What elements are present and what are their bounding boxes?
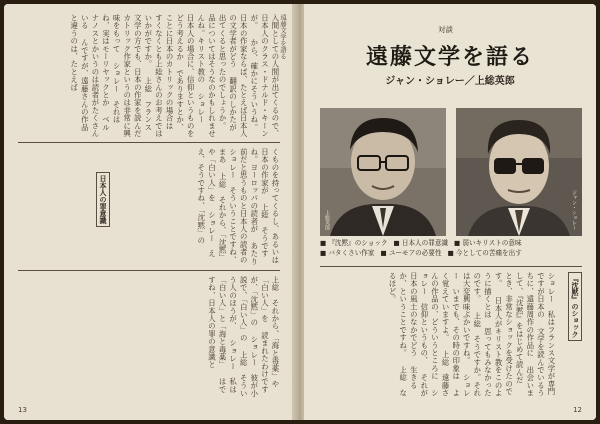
page-number: 12 (573, 406, 582, 414)
right-line: 生きるか、ということですね。 (398, 272, 419, 390)
left-line: でありますとか、ことに日本のカトリックの場合は (165, 14, 185, 132)
right-line: よく覚えていますよ。 (441, 272, 461, 397)
running-head: 遠藤文学を語る (279, 14, 287, 60)
page-number: 13 (18, 406, 27, 414)
photo-kazusa (320, 108, 446, 236)
left-line: ショレー 私は「白い人」と「海と毒薬」 (218, 276, 238, 394)
left-line: ベルナノスとかいうのは読者がたくさんいる (80, 14, 111, 138)
right-line: ショレー 私はフランス文学が専門ですが日本の (536, 272, 556, 396)
left-line: から、確かにそういうね。日本の作家ならば、たとえば日本人の文学者がどう (228, 14, 259, 138)
right-line: 上総 なるほど。 (388, 272, 408, 397)
column-divider (320, 266, 582, 267)
left-line: 上総 フランス文学の方でも、日本の作家を読んだ (133, 14, 153, 138)
magazine-spread (4, 4, 596, 420)
right-columns (320, 272, 556, 400)
title-block (320, 12, 582, 267)
left-line: 品についてはそうなのかもしれませんね。キリスト教の (196, 14, 217, 138)
left-line: はですね、日本人の罪の意識と (207, 276, 228, 394)
column-divider (18, 270, 280, 271)
photo-chollet (456, 108, 582, 236)
left-columns-middle (18, 148, 280, 266)
left-line: 上総 それから、「沈黙」や「白い人」を (207, 148, 228, 262)
photo-caption: ジャン・ショレー (571, 190, 577, 230)
left-line: ショレー そういうことですね、まあ (218, 148, 238, 264)
left-columns-top (18, 14, 280, 138)
right-page (304, 4, 596, 420)
photo-caption: 上総英郎 (324, 210, 330, 230)
left-line: 上総 そういう人のほうが、 (228, 276, 249, 398)
left-line: んですが、遠藤さんの作品と違うのは、たとえば (69, 14, 90, 132)
topic-list (320, 238, 586, 258)
topic-item: ■ 『沈黙』のショック (320, 239, 388, 247)
left-line: ショレー 日本人の場合に、信仰というものをどう考えるか (175, 14, 206, 138)
subheading-guilt: 日本人の罪意識 (96, 172, 110, 227)
portrait-illustration (456, 108, 582, 236)
subheading-shock: 『沈黙』のショック (568, 272, 582, 341)
right-line: 日本人がキリスト教をこのように描くとは (483, 272, 504, 397)
left-line: カトリック作家というのは非常に興味をもって (112, 14, 132, 138)
left-line: 上総 そうですね。ヨーロッパの読者が (249, 148, 270, 258)
article-subtitle: ジャン・ショレー／上総英郎 (385, 76, 515, 87)
left-line: ショレー ええ、そうですね、「沈黙」の (196, 148, 217, 258)
topic-item: ■ 弱いキリストの意味 (454, 239, 522, 247)
portrait-illustration (320, 108, 446, 236)
left-line: 読まれたわけですが、「沈黙」の (249, 276, 270, 394)
left-columns-bottom (18, 276, 280, 398)
article-title: 遠藤文学を語る (365, 44, 534, 70)
topic-item: ■ ユーモアの必要性 (380, 249, 442, 257)
right-line: 文学を読んでいるうちに、遠藤周作の作品に (525, 272, 546, 397)
right-line: 思ってもみなかったのです。 (472, 272, 493, 397)
right-line: ショレー いまでも、その時の印象は (451, 272, 472, 397)
right-line: ショレー 信仰というもの、 (419, 272, 440, 397)
column-divider (18, 142, 280, 143)
right-line: それが日本の風土のなかでどう (409, 272, 429, 397)
right-line: 出会いまして、『沈黙』をはじめて読んだ (515, 272, 535, 397)
left-line: くものを持ってくるし、あるいは日本の作家が (260, 148, 280, 264)
left-line: ショレー 彼が小説で、「白い人」の (239, 276, 259, 398)
left-line: あたり前だと思うものと日本人の読者の (239, 148, 259, 266)
kicker-label: 対談 (438, 25, 453, 34)
topic-item: ■ バタくさい作家 (320, 249, 375, 257)
left-line: 翻訳のしかたが出てくると思ったのでしょうか。 (218, 14, 238, 132)
left-line: 上総 それから、「海と毒薬」や「白い人」を (260, 276, 280, 388)
left-line: すくなくとも上総さんのお考えではいかがですか。 (143, 14, 164, 138)
right-line: 上総 そうですか。それは大変興味ぶかいですね。 (462, 272, 482, 397)
left-line: 入間としての人間が出てくるので、日本人のクラス・ドナルド・キーンが。 (249, 14, 280, 138)
topic-item: ■ 日本人の罪意識 (393, 239, 449, 247)
left-page (4, 4, 296, 420)
left-line: ショレー それはね、実はモーリヤックとか (101, 14, 122, 124)
topic-item: ■ 今としての苦痛を出す (447, 249, 522, 257)
right-line: とき、非常なショックを受けたのです。 (494, 272, 514, 396)
right-line: 上総 遠藤さんの作品の、どういうところに (430, 272, 451, 397)
